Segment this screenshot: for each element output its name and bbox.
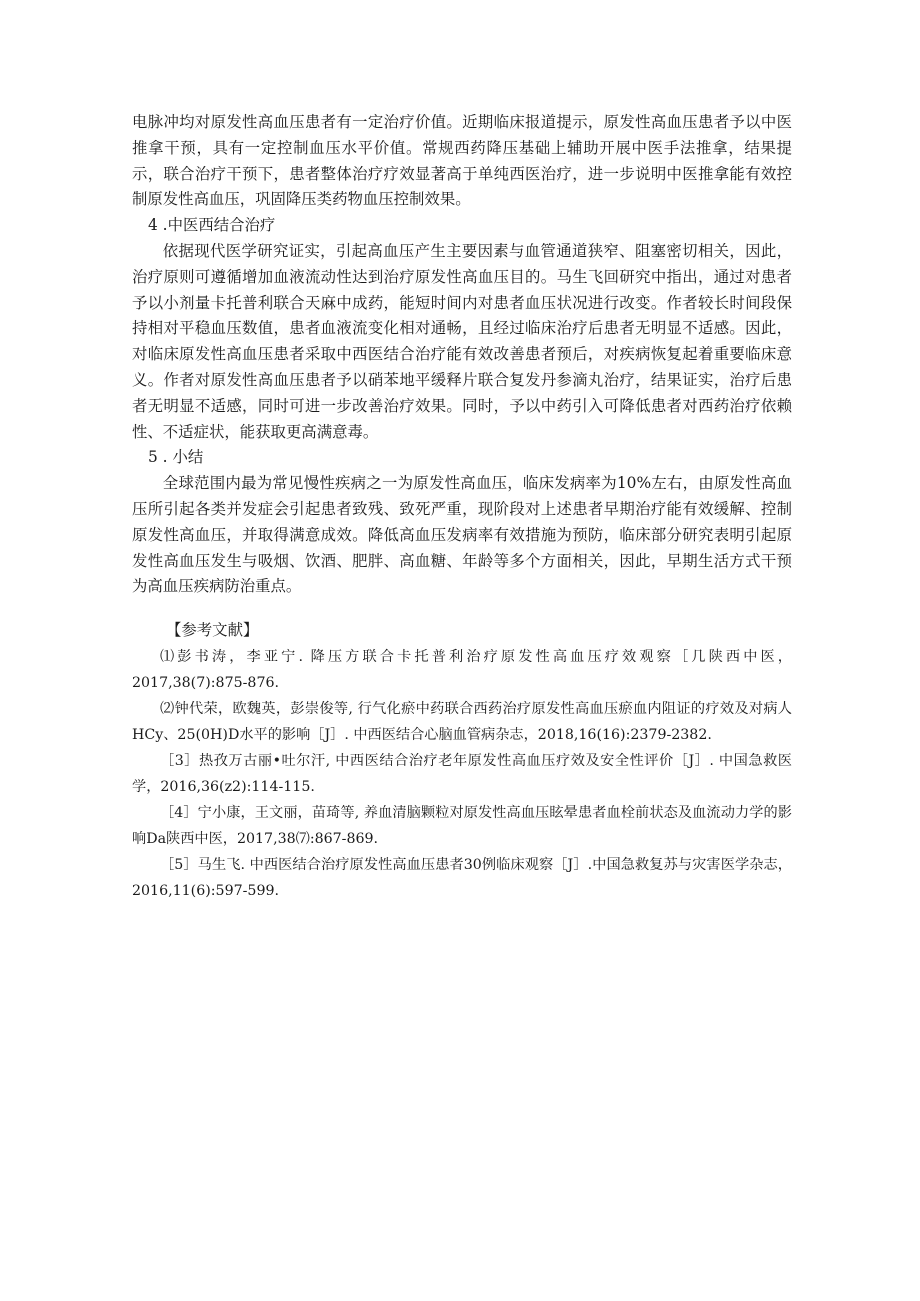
body-paragraph-continued: 电脉冲均对原发性高血压患者有一定治疗价值。近期临床报道提示，原发性高血压患者予以中医推拿干预，具有一定控制血压水平价值。常规西药降压基础上辅助开展中医手法推拿，结果提示，联合治疗干预下，患者整体治疗疗效显著高于单纯西医治疗，进一步说明中医推拿能有效控制原发性高血压，巩固降压类药物血压控制效果。 bbox=[132, 113, 792, 209]
reference-item-3: ［3］热孜万古丽•吐尔汗, 中西医结合治疗老年原发性高血压疗效及安全性评价［J］. 中国急救医学，2016,36(z2):114-115. bbox=[132, 752, 792, 795]
section-4-heading: 4 .中医西结合治疗 bbox=[148, 216, 276, 235]
section-4-paragraph: 依据现代医学研究证实，引起高血压产生主要因素与血管通道狭窄、阻塞密切相关，因此，治疗原则可遵循增加血液流动性达到治疗原发性高血压目的。马生飞回研究中指出，通过对患者予以小剂量卡托普利联合天麻中成药，能短时间内对患者血压状况进行改变。作者较长时间段保持相对平稳血压数值，患者血液流变化相对通畅，且经过临床治疗后患者无明显不适感。因此，对临床原发性高血压患者采取中西医结合治疗能有效改善患者预后，对疾病恢复起着重要临床意义。作者对原发性高血压患者予以硝苯地平缓释片联合复发丹参滴丸治疗，结果证实，治疗后患者无明显不适感，同时可进一步改善治疗效果。同时，予以中药引入可降低患者对西药治疗依赖性、不适症状，能获取更高满意毒。 bbox=[132, 241, 792, 441]
reference-item-1: ⑴彭书涛，李亚宁. 降压方联合卡托普利治疗原发性高血压疗效观察［几陕西中医，2017,38(7):875-876. bbox=[132, 648, 792, 691]
reference-item-5: ［5］马生飞. 中西医结合治疗原发性高血压患者30例临床观察［J］.中国急救复苏与灾害医学杂志，2016,11(6):597-599. bbox=[132, 856, 792, 899]
references-title: 【参考文献】 bbox=[166, 621, 259, 640]
section-5-heading: 5 . 小结 bbox=[148, 448, 204, 467]
section-spacer bbox=[132, 600, 792, 618]
section-5-paragraph: 全球范围内最为常见慢性疾病之一为原发性高血压，临床发病率为10%左右，由原发性高血压所引起各类并发症会引起患者致残、致死严重，现阶段对上述患者早期治疗能有效缓解、控制原发性高血压，并取得满意成效。降低高血压发病率有效措施为预防，临床部分研究表明引起原发性高血压发生与吸烟、饮酒、肥胖、高血糖、年龄等多个方面相关，因此，早期生活方式干预为高血压疾病防治重点。 bbox=[132, 474, 792, 596]
reference-item-2: ⑵钟代荣，欧魏英，彭崇俊等, 行气化瘀中药联合西药治疗原发性高血压瘀血内阻证的疗效及对病人HCy、25(0H)D水平的影响［J］. 中西医结合心脑血管病杂志，2018,16(16):2379-2382. bbox=[132, 700, 792, 743]
document-page bbox=[132, 110, 792, 904]
reference-item-4: ［4］宁小康，王文丽，苗琦等, 养血清脑颗粒对原发性高血压眩晕患者血栓前状态及血流动力学的影响Da陕西中医，2017,38⑺:867-869. bbox=[132, 804, 792, 847]
